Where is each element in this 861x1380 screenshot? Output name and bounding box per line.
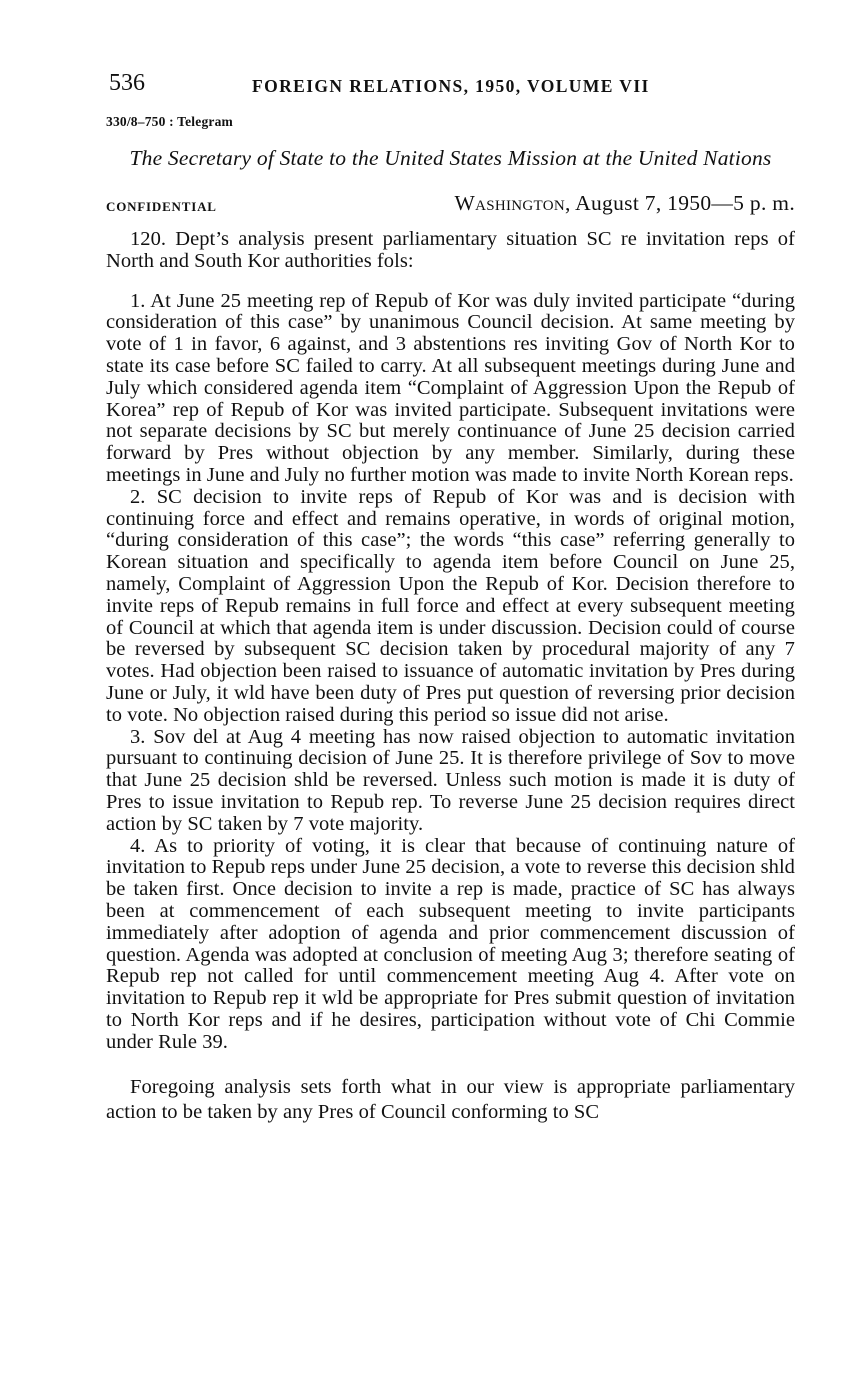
numbered-point-4: 4. As to priority of voting, it is clear that because of continuing nature of invitation to Repub reps under June 25 decision, a vote to reverse this decision shld be taken first. Once decision to invite a rep is made, practice of SC has always been at commencement of each subsequent meeting to invite participants immediately after adoption of agenda and prior commencement discussion of question. Agenda was adopted at conclusion of meeting Aug 3; therefore seating of Repub rep not called for until commencement meeting Aug 4. After vote on invitation to Repub rep it wld be appropriate for Pres submit question of invitation to North Kor reps and if he desires, participation without vote of Chi Commie under Rule 39. (106, 834, 795, 1053)
classification-label: CONFIDENTIAL (106, 199, 217, 214)
dateline (106, 191, 795, 225)
numbered-point-2: 2. SC decision to invite reps of Repub of Kor was and is decision with continuing force and effect and remains operative, in words of original motion, “during consideration of this case”; the words “this case” referring generally to Korean situation and specifically to agenda item before Council on June 25, namely, Complaint of Aggression Upon the Repub of Kor. Decision therefore to invite reps of Repub remains in full force and effect at every subsequent meeting of Council at which that agenda item is under discussion. Decision could of course be reversed by subsequent SC decision taken by procedural majority of any 7 votes. Had objection been raised to issuance of automatic invitation by Pres during June or July, it wld have been duty of Pres put question of reversing prior decision to vote. No objection raised during this period so issue did not arise. (106, 485, 795, 726)
running-title: FOREIGN RELATIONS, 1950, VOLUME VII (252, 76, 650, 96)
numbered-point-3: 3. Sov del at Aug 4 meeting has now raised objection to automatic invitation pursuant to continuing decision of June 25. It is therefore privilege of Sov to move that June 25 decision shld be reversed. Unless such motion is made it is duty of Pres to issue invitation to Repub rep. To reverse June 25 decision requires direct action by SC taken by 7 vote majority. (106, 725, 795, 835)
page-number: 536 (109, 70, 145, 96)
telegram-body (106, 229, 795, 1125)
numbered-point-1: 1. At June 25 meeting rep of Repub of Kor was duly invited participate “during consideration of this case” by unanimous Council decision. At same meeting by vote of 1 in favor, 6 against, and 3 abstentions res inviting Gov of North Kor to state its case before SC failed to carry. At all subsequent meetings during June and July which considered agenda item “Complaint of Aggression Upon the Repub of Korea” rep of Repub of Kor was invited participate. Subsequent invitations were not separate decisions by SC but merely continuance of June 25 decision carried forward by Pres without objection by any member. Similarly, during these meetings in June and July no further motion was made to invite North Korean reps. (106, 289, 795, 486)
running-head (106, 64, 795, 104)
closing-paragraph: Foregoing analysis sets forth what in our view is appropriate parliamentary action to be taken by any Pres of Council conforming to SC (106, 1076, 795, 1124)
file-reference: 330/8–750 : Telegram (106, 114, 233, 129)
document-title: The Secretary of State to the United States Mission at the United Nations (129, 146, 772, 170)
place: Washington (454, 191, 566, 215)
date: , August 7, 1950—5 p. m. (565, 191, 795, 215)
intro-paragraph: 120. Dept’s analysis present parliamentary situation SC re invitation reps of North and South Kor authorities fols: (106, 228, 795, 272)
place-and-date (454, 191, 795, 216)
